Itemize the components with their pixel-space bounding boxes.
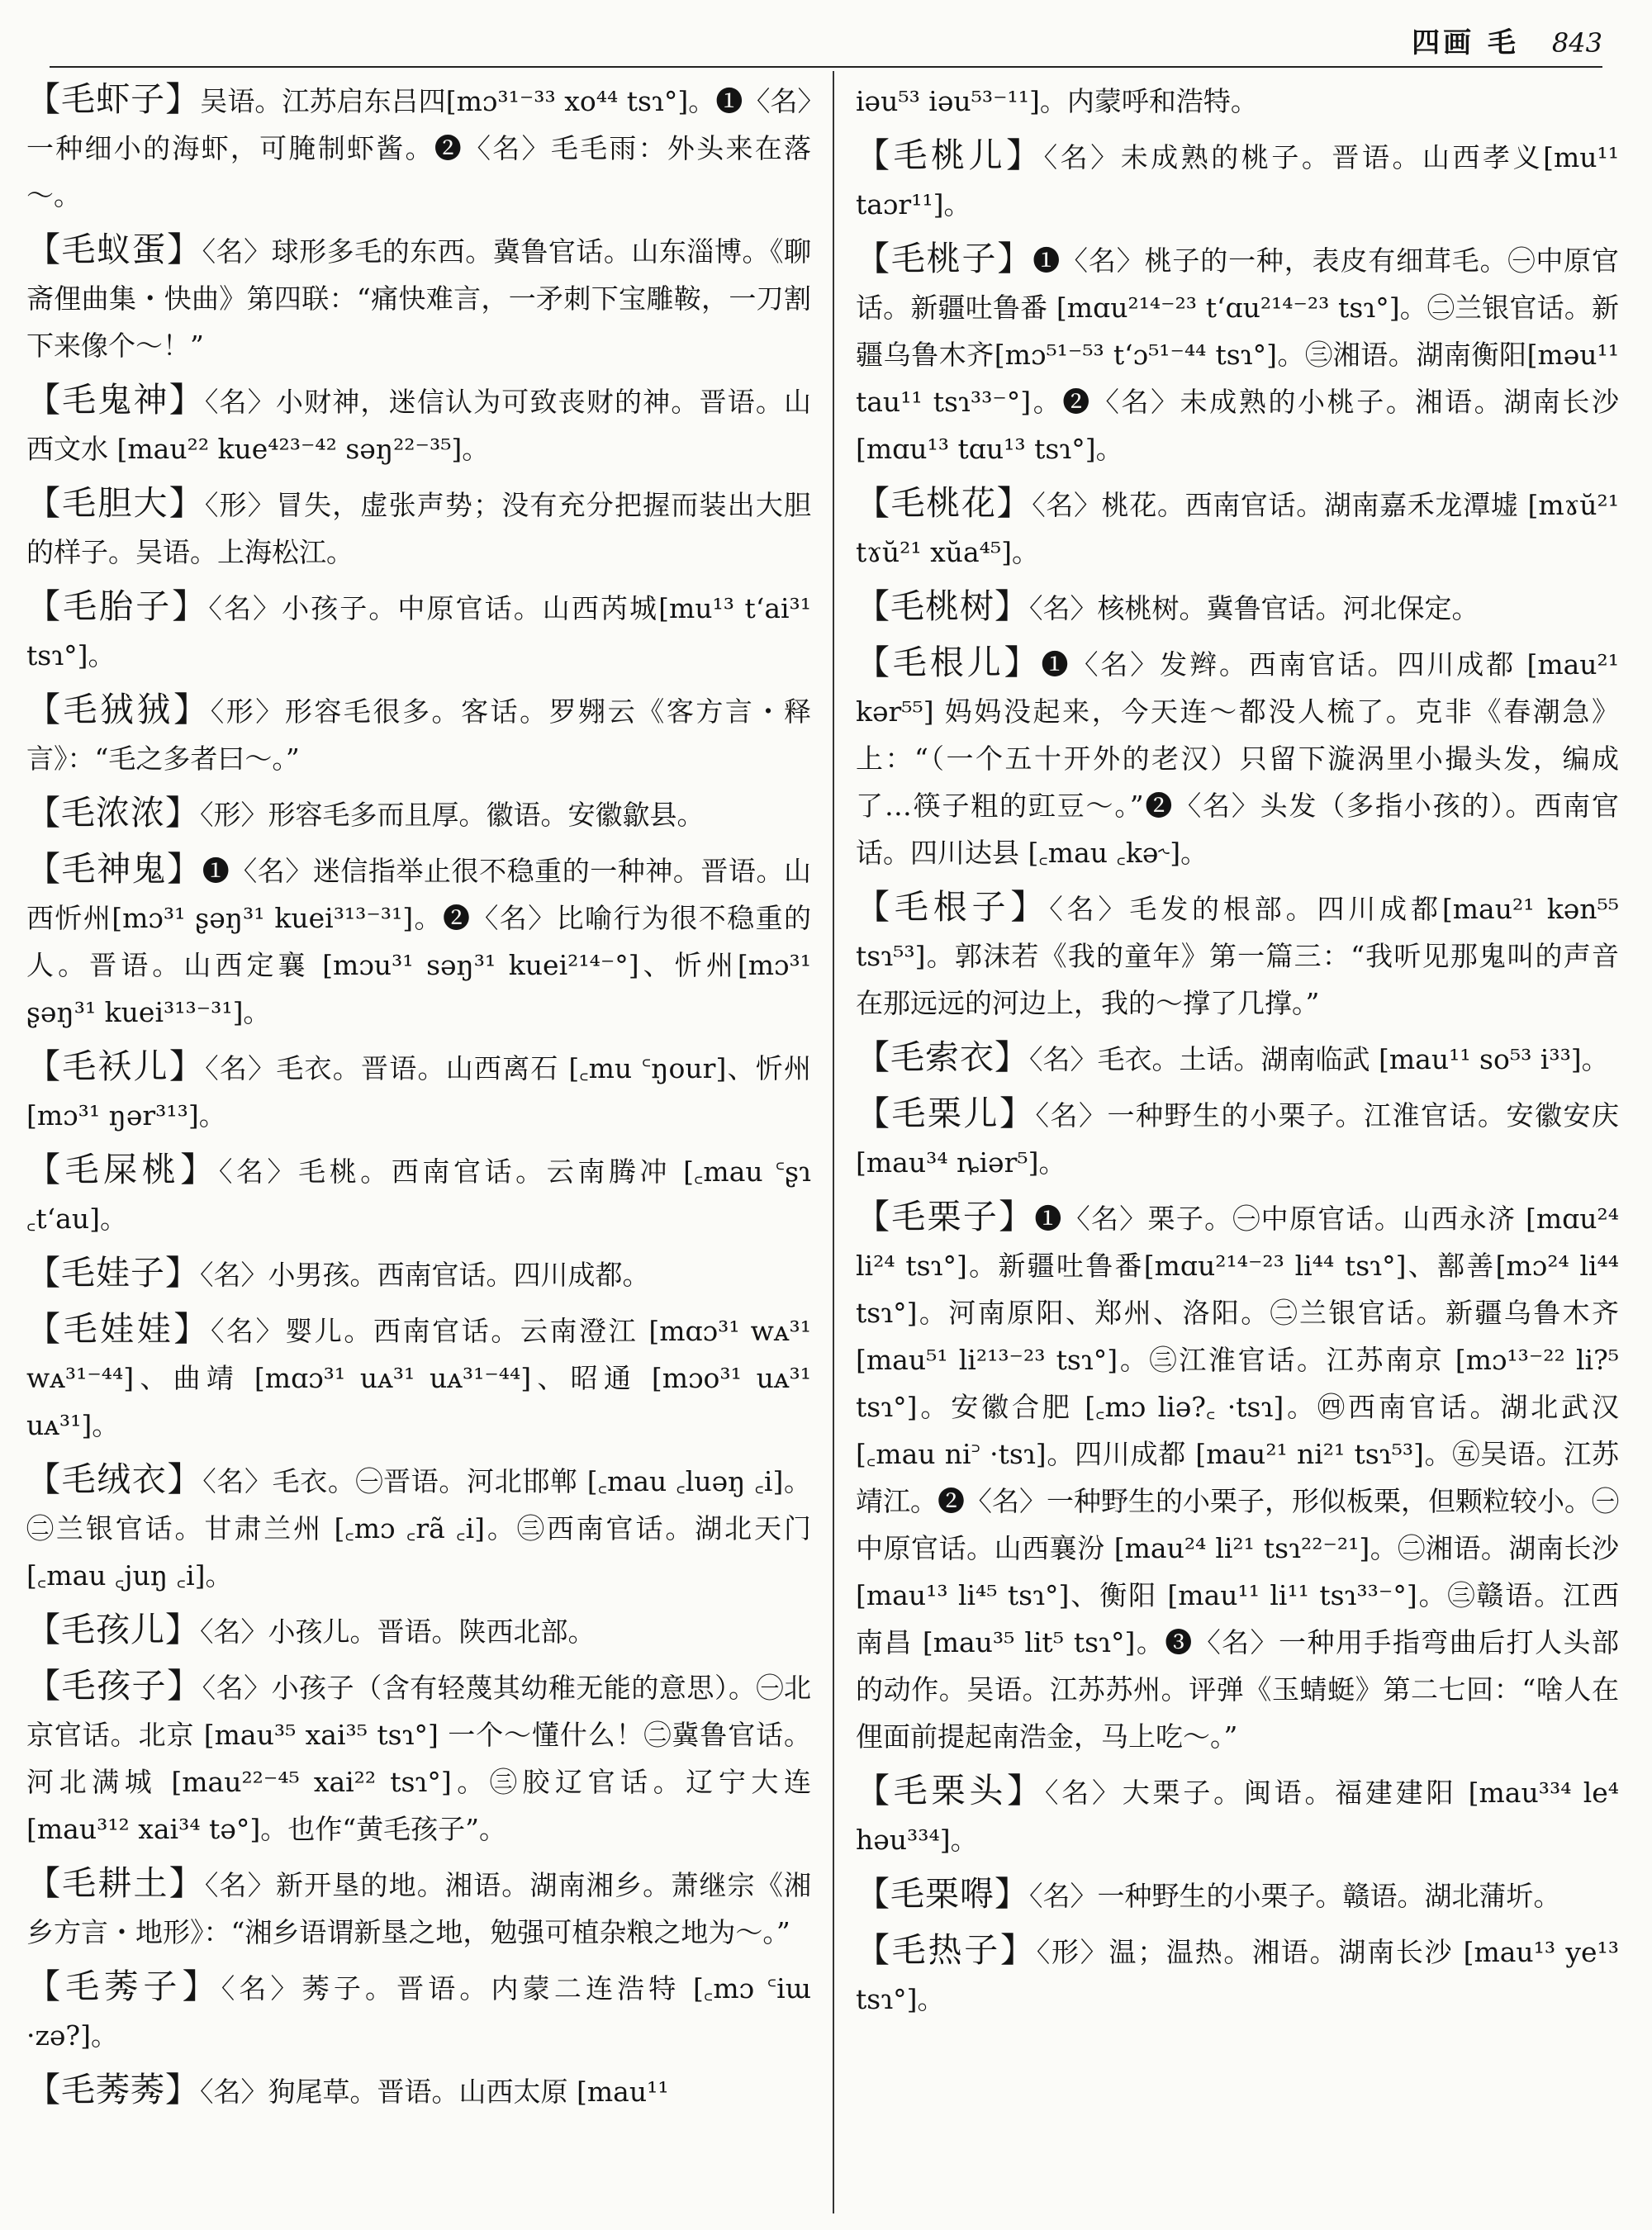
entry-definition: 〈名〉毛衣。㊀晋语。河北邯郸 [꜀mau ꜀luəŋ ꜀i]。㊁兰银官话。甘肃兰州 [꜀mɔ ꜀rã ꜀i]。㊂西南官话。湖北天门 [꜀mau ꜀juŋ ꜀i]。 <box>26 1465 811 1592</box>
entry-headword: 【毛桃子】 <box>856 239 1033 278</box>
entry-definition: 〈名〉大栗子。闽语。福建建阳 [mau³³⁴ le⁴ həu³³⁴]。 <box>856 1777 1619 1856</box>
entry-definition: 吴语。江苏启东吕四[mɔ³¹⁻³³ xo⁴⁴ tsɿ°]。❶〈名〉一种细小的海虾，可腌制虾酱。❷〈名〉毛毛雨：外头来在落～。 <box>26 85 811 211</box>
entry-definition: 〈名〉毛桃。西南官话。云南腾冲 [꜀mau ꜂ʂɿ ꜀t‘au]。 <box>26 1155 811 1235</box>
entry-definition: 〈名〉毛衣。晋语。山西离石 [꜀mu ꜂ŋour]、忻州 [mɔ³¹ ŋər³¹³]。 <box>26 1052 811 1132</box>
entry-headword: 【毛虾子】 <box>26 79 201 119</box>
entry-headword: 【毛狨狨】 <box>26 690 211 729</box>
entry-headword: 【毛浓浓】 <box>26 793 200 833</box>
entry <box>26 790 811 838</box>
entry-headword: 【毛热子】 <box>856 1930 1037 1970</box>
left-column <box>26 76 811 2222</box>
entry-definition: 〈名〉小孩儿。晋语。陕西北部。 <box>200 1616 596 1648</box>
entry-headword: 【毛胆大】 <box>26 483 205 523</box>
entry-headword: 【毛神鬼】 <box>26 849 202 889</box>
header-rule <box>50 66 1602 68</box>
entry <box>856 235 1619 472</box>
entry-continuation <box>856 76 1619 125</box>
entry <box>26 846 811 1036</box>
entry <box>856 583 1619 632</box>
entry-headword: 【毛鬼神】 <box>26 380 205 420</box>
entry-headword: 【毛莠莠】 <box>26 2070 200 2109</box>
entry <box>26 1860 811 1956</box>
entry-definition: ❶〈名〉迷信指举止很不稳重的一种神。晋语。山西忻州[mɔ³¹ ʂəŋ³¹ kuei³¹³⁻³¹]。❷〈名〉比喻行为很不稳重的人。晋语。山西定襄 [mɔu³¹ səŋ³¹ kuei²¹⁴⁻°]、忻州[mɔ³¹ ʂəŋ³¹ kuei³¹³⁻³¹]。 <box>26 855 811 1028</box>
entry <box>856 1034 1619 1083</box>
entry <box>856 1871 1619 1919</box>
entry-definition: 〈形〉冒失，虚张声势；没有充分把握而装出大胆的样子。吴语。上海松江。 <box>26 489 811 568</box>
entry-headword: 【毛屎桃】 <box>26 1150 219 1189</box>
entry <box>856 1193 1619 1760</box>
entry-definition: 〈形〉形容毛很多。客话。罗翙云《客方言・释言》：“毛之多者曰～。” <box>26 695 811 775</box>
entry <box>856 132 1619 228</box>
entry-definition: ❶〈名〉发辫。西南官话。四川成都 [mau²¹ kər⁵⁵] 妈妈没起来，今天连～都没人梳了。克非《春潮急》上：“（一个五十开外的老汉）只留下漩涡里小撮头发，编成了…筷子粗的豇豆～。”❷〈名〉头发（多指小孩的）。西南官话。四川达县 [꜀mau ꜀kə˞]。 <box>856 648 1619 869</box>
entry-headword: 【毛孩儿】 <box>26 1610 200 1649</box>
entry-definition: 〈形〉形容毛多而且厚。徽语。安徽歙县。 <box>200 799 705 831</box>
entry <box>26 1306 811 1449</box>
entry-headword: 【毛娃子】 <box>26 1253 200 1293</box>
entry-definition: 〈名〉一种野生的小栗子。江淮官话。安徽安庆 [mau³⁴ ȵiər⁵]。 <box>856 1099 1619 1179</box>
entry <box>26 377 811 472</box>
entry <box>26 1456 811 1599</box>
entry <box>26 1146 811 1242</box>
entry <box>26 76 811 219</box>
entry <box>26 480 811 576</box>
entry-definition: 〈名〉小男孩。西南官话。四川成都。 <box>200 1259 650 1291</box>
entry-headword: 【毛栗儿】 <box>856 1094 1036 1133</box>
entry-headword: 【毛莠子】 <box>26 1967 221 2006</box>
entry <box>856 1767 1619 1863</box>
entry-definition: 〈名〉小孩子。中原官话。山西芮城[mu¹³ t‘ai³¹ tsɿ°]。 <box>26 592 811 671</box>
entry-definition: 〈名〉桃花。西南官话。湖南嘉禾龙潭墟 [mɤŭ²¹ tɤŭ²¹ xŭa⁴⁵]。 <box>856 489 1619 568</box>
entry-headword: 【毛桃儿】 <box>856 135 1044 175</box>
entry-headword: 【毛桃花】 <box>856 483 1032 523</box>
entry <box>26 686 811 782</box>
entry-definition: ❶〈名〉桃子的一种，表皮有细茸毛。㊀中原官话。新疆吐鲁番 [mɑu²¹⁴⁻²³ t‘ɑu²¹⁴⁻²³ tsɿ°]。㊁兰银官话。新疆乌鲁木齐[mɔ⁵¹⁻⁵³ t‘ɔ⁵¹⁻⁴⁴ tsɿ°]。㊂湘语。湖南衡阳[məu¹¹ tau¹¹ tsɿ³³⁻°]。❷〈名〉未成熟的小桃子。湘语。湖南长沙 [mɑu¹³ tɑu¹³ tsɿ°]。 <box>856 244 1619 465</box>
entry <box>856 639 1619 876</box>
entry <box>26 1043 811 1139</box>
entry <box>26 583 811 679</box>
entry-definition: 〈名〉小财神，迷信认为可致丧财的神。晋语。山西文水 [mau²² kue⁴²³⁻⁴² səŋ²²⁻³⁵]。 <box>26 386 811 465</box>
entry-headword: 【毛孩子】 <box>26 1666 202 1706</box>
entry-definition: 〈名〉新开垦的地。湘语。湖南湘乡。萧继宗《湘乡方言・地形》：“湘乡语谓新垦之地，勉强可植杂粮之地为～。” <box>26 1869 811 1948</box>
entry-headword: 【毛袄儿】 <box>26 1046 206 1086</box>
entry-headword: 【毛耕土】 <box>26 1863 205 1903</box>
entry-definition: 〈名〉狗尾草。晋语。山西太原 [mau¹¹ <box>200 2076 669 2108</box>
entry-headword: 【毛娃娃】 <box>26 1309 211 1349</box>
entry-definition: 〈形〉温；温热。湘语。湖南长沙 [mau¹³ ye¹³ tsɿ°]。 <box>856 1936 1619 2015</box>
entry <box>26 2066 811 2115</box>
entry-definition: 〈名〉毛衣。土话。湖南临武 [mau¹¹ so⁵³ i³³]。 <box>1029 1043 1609 1075</box>
entry-definition: 〈名〉一种野生的小栗子。赣语。湖北蒲圻。 <box>1029 1880 1561 1912</box>
entry-headword: 【毛胎子】 <box>26 586 209 626</box>
entry <box>26 1250 811 1298</box>
entry-headword: 【毛蚁蛋】 <box>26 230 202 269</box>
entry-headword: 【毛根子】 <box>856 887 1050 927</box>
entry-definition: 〈名〉婴儿。西南官话。云南澄江 [mɑɔ³¹ wᴀ³¹ wᴀ³¹⁻⁴⁴]、曲靖 [mɑɔ³¹ uᴀ³¹ uᴀ³¹⁻⁴⁴]、昭通 [mɔo³¹ uᴀ³¹ uᴀ³¹]。 <box>26 1315 811 1441</box>
entry <box>856 1927 1619 2023</box>
entry-headword: 【毛栗子】 <box>856 1197 1035 1236</box>
entry-headword: 【毛索衣】 <box>856 1037 1029 1077</box>
entry-headword: 【毛绒衣】 <box>26 1459 203 1499</box>
right-column <box>856 76 1619 2222</box>
page-number: 843 <box>1551 27 1602 59</box>
entry-headword: 【毛栗头】 <box>856 1771 1045 1810</box>
entry <box>856 1090 1619 1186</box>
column-divider <box>833 71 834 2213</box>
entry-headword: 【毛桃树】 <box>856 586 1029 626</box>
entry <box>26 1606 811 1655</box>
entry-definition: 〈名〉小孩子（含有轻蔑其幼稚无能的意思）。㊀北京官话。北京 [mau³⁵ xai³⁵ tsɿ°] 一个～懂什么！㊁冀鲁官话。河北满城 [mau²²⁻⁴⁵ xai²² tsɿ°]。㊂胶辽官话。辽宁大连 [mau³¹² xai³⁴ tə°]。也作“黄毛孩子”。 <box>26 1672 811 1845</box>
entry <box>26 226 811 369</box>
page-header <box>50 20 1602 61</box>
entry-headword: 【毛根儿】 <box>856 643 1042 682</box>
entry-headword: 【毛栗嘚】 <box>856 1874 1029 1914</box>
entry-definition: 〈名〉球形多毛的东西。冀鲁官话。山东淄博。《聊斋俚曲集・快曲》第四联：“痛快难言，一矛刺下宝雕鞍，一刀割下来像个～！” <box>26 235 811 362</box>
entry-definition: iəu⁵³ iəu⁵³⁻¹¹]。内蒙呼和浩特。 <box>856 85 1258 117</box>
entry-definition: 〈名〉核桃树。冀鲁官话。河北保定。 <box>1029 592 1479 624</box>
entry <box>26 1963 811 2059</box>
entry-definition: ❶〈名〉栗子。㊀中原官话。山西永济 [mɑu²⁴ li²⁴ tsɿ°]。新疆吐鲁番[mɑu²¹⁴⁻²³ li⁴⁴ tsɿ°]、鄯善[mɔ²⁴ li⁴⁴ tsɿ°]。河南原阳、郑州、洛阳。㊁兰银官话。新疆乌鲁木齐 [mau⁵¹ li²¹³⁻²³ tsɿ°]。㊂江淮官话。江苏南京 [mɔ¹³⁻²² li?⁵ tsɿ°]。安徽合肥 [꜀mɔ liə?꜀ ·tsɿ]。㊃西南官话。湖北武汉 [꜀mau ni꜄ ·tsɿ]。四川成都 [mau²¹ ni²¹ tsɿ⁵³]。㊄吴语。江苏靖江。❷〈名〉一种野生的小栗子，形似板栗，但颗粒较小。㊀中原官话。山西襄汾 [mau²⁴ li²¹ tsɿ²²⁻²¹]。㊁湘语。湖南长沙 [mau¹³ li⁴⁵ tsɿ°]、衡阳 [mau¹¹ li¹¹ tsɿ³³⁻°]。㊂赣语。江西南昌 [mau³⁵ lit⁵ tsɿ°]。❸〈名〉一种用手指弯曲后打人头部的动作。吴语。江苏苏州。评弹《玉蜻蜓》第二七回：“啥人在俚面前提起南浩金，马上吃～。” <box>856 1203 1619 1753</box>
entry <box>856 480 1619 576</box>
entry <box>856 884 1619 1027</box>
entry-definition: 〈名〉莠子。晋语。内蒙二连浩特 [꜀mɔ ꜂iɯ ·zə?]。 <box>26 1972 811 2052</box>
section-title: 四画 毛 <box>1412 26 1519 59</box>
entry <box>26 1663 811 1853</box>
entry-definition: 〈名〉毛发的根部。四川成都[mau²¹ kən⁵⁵ tsɿ⁵³]。郭沫若《我的童年》第一篇三：“我听见那鬼叫的声音在那远远的河边上，我的～撑了几撑。” <box>856 893 1619 1019</box>
entry-definition: 〈名〉未成熟的桃子。晋语。山西孝义[mu¹¹ taɔr¹¹]。 <box>856 141 1619 221</box>
